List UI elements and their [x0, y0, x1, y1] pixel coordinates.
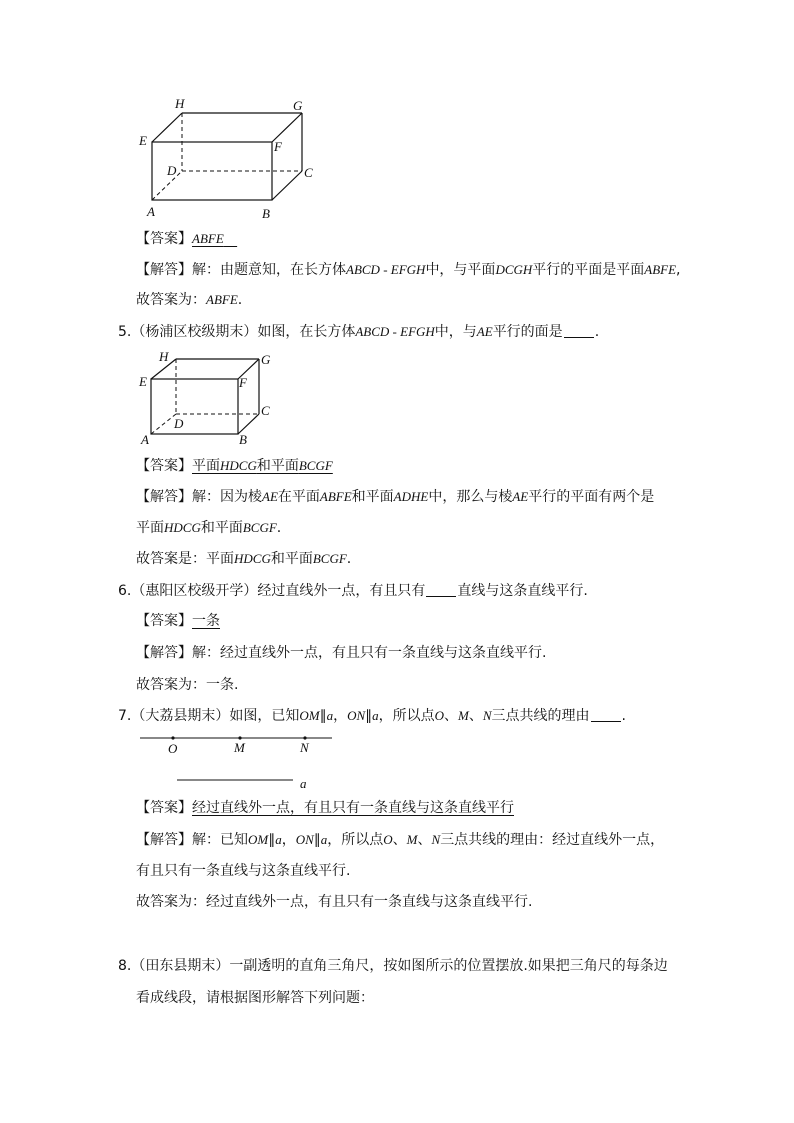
- point-o: [171, 736, 174, 739]
- point-n-label: N: [300, 740, 309, 755]
- q8-stem-line-1: [118, 956, 668, 976]
- math-run: a: [320, 832, 328, 847]
- text-run: ∥: [365, 708, 373, 724]
- text-run: 、: [444, 708, 459, 724]
- vertex-h-label: H: [175, 96, 185, 111]
- text-run: 故答案为：一条.: [136, 677, 239, 693]
- text-run: 有且只有一条直线与这条直线平行.: [136, 863, 351, 879]
- math-run: DCGH: [495, 262, 533, 277]
- q4-answer-value: ABFE: [192, 231, 224, 246]
- text-run: 平行的平面是平面: [532, 262, 645, 278]
- q5-solution-line-1: [136, 487, 654, 507]
- text-run: 和平面: [270, 551, 313, 567]
- vertex-a-label: A: [147, 204, 155, 219]
- vertex-g-label: G: [293, 98, 303, 113]
- answer-label: 【答案】: [136, 231, 192, 247]
- text-run: ∥: [268, 832, 276, 848]
- math-run: OM: [248, 832, 269, 847]
- solution-label: 【解答】: [136, 645, 192, 661]
- vertex-a-label: A: [141, 432, 149, 447]
- text-run: 和平面: [200, 520, 243, 536]
- cuboid-figure-q4: [135, 95, 325, 225]
- point-m-label: M: [234, 740, 245, 755]
- q4-answer: [136, 229, 237, 249]
- math-run: ABCD - EFGH: [346, 262, 426, 277]
- text-run: 中，与平面: [425, 262, 496, 278]
- answer-blank: [591, 707, 621, 722]
- parallel-lines-figure-q7: [140, 730, 340, 795]
- vertex-b-label: B: [239, 432, 247, 447]
- text-run: （田东县期末）一副透明的直角三角尺，按如图所示的位置摆放.如果把三角尺的每条边: [131, 958, 668, 974]
- q6-stem: [118, 581, 588, 601]
- q6-solution-line-2: [136, 675, 238, 695]
- question-number: 8.: [118, 958, 132, 974]
- math-run: OM: [299, 708, 320, 723]
- cuboid-figure-q5: [135, 347, 285, 452]
- text-run: .: [276, 520, 282, 536]
- text-run: 故答案为：: [136, 292, 206, 308]
- text-run: 平面: [136, 520, 164, 536]
- vertex-b-label: B: [262, 206, 270, 221]
- text-run: 在平面: [277, 489, 320, 505]
- answer-blank: [564, 323, 594, 338]
- math-run: a: [275, 832, 282, 847]
- text-run: 、: [417, 832, 432, 848]
- vertex-e-label: E: [139, 374, 147, 389]
- q4-solution-line-1: [136, 260, 681, 280]
- text-run: .: [346, 551, 352, 567]
- q7-solution-line-2: [136, 861, 350, 881]
- vertex-e-label: E: [139, 133, 147, 148]
- math-run: HDCG: [234, 551, 271, 566]
- text-run: ，: [281, 832, 296, 848]
- vertex-f-label: F: [239, 375, 247, 390]
- text-run: 故答案为：经过直线外一点，有且只有一条直线与这条直线平行.: [136, 894, 533, 910]
- math-run: ADHE: [393, 489, 429, 504]
- math-run: O: [383, 832, 393, 847]
- math-run: a: [372, 708, 379, 723]
- vertex-d-label: D: [167, 163, 177, 178]
- q7-answer: [136, 798, 514, 818]
- math-run: ABCD - EFGH: [355, 324, 435, 339]
- text-run: （杨浦区校级期末）如图，在长方体: [131, 324, 356, 340]
- answer-label: 【答案】: [136, 613, 192, 629]
- text-run: 看成线段，请根据图形解答下列问题：: [136, 990, 374, 1006]
- math-run: N: [431, 832, 441, 847]
- text-run: .: [621, 708, 626, 724]
- text-run: ∥: [313, 832, 321, 848]
- question-number: 7.: [118, 708, 132, 724]
- math-run: AE: [476, 324, 493, 339]
- text-run: 解：经过直线外一点，有且只有一条直线与这条直线平行.: [192, 645, 547, 661]
- math-run: O: [434, 708, 445, 723]
- math-run: ABFE: [206, 292, 238, 307]
- q5-stem: [118, 322, 599, 342]
- text-run: .: [594, 324, 600, 340]
- text-run: ，所以点: [327, 832, 384, 848]
- text-run: 和平面: [351, 489, 394, 505]
- solution-label: 【解答】: [136, 262, 192, 278]
- question-number: 5.: [118, 324, 132, 340]
- q6-answer-value: 一条: [192, 613, 220, 629]
- text-run: 解：已知: [192, 832, 248, 848]
- math-run: a: [326, 708, 334, 723]
- text-run: ,: [676, 262, 681, 278]
- text-run: 、: [392, 832, 407, 848]
- math-run: BCGF: [242, 520, 277, 535]
- text-run: 直线与这条直线平行.: [457, 583, 588, 599]
- q7-answer-value: 经过直线外一点，有且只有一条直线与这条直线平行: [192, 800, 514, 816]
- solution-label: 【解答】: [136, 489, 192, 505]
- q5-answer: [136, 456, 333, 476]
- text-run: （大荔县期末）如图，已知: [131, 708, 300, 724]
- text-run: 和平面: [256, 458, 299, 474]
- answer-blank: [426, 582, 456, 597]
- text-run: ，所以点: [378, 708, 435, 724]
- math-run: HDCG: [164, 520, 201, 535]
- q8-stem-line-2: [136, 988, 374, 1008]
- q6-answer: [136, 611, 220, 631]
- math-run: BCGF: [298, 458, 333, 473]
- vertex-f-label: F: [274, 139, 282, 154]
- math-run: AE: [512, 489, 529, 504]
- answer-label: 【答案】: [136, 800, 192, 816]
- text-run: 中，与: [434, 324, 477, 340]
- vertex-c-label: C: [261, 403, 270, 418]
- q5-solution-line-2: [136, 518, 281, 538]
- q7-solution-line-1: [136, 830, 664, 850]
- question-number: 6.: [118, 583, 132, 599]
- line-a-label: a: [300, 776, 307, 791]
- math-run: BCGF: [312, 551, 347, 566]
- text-run: ，: [333, 708, 348, 724]
- text-run: 中，那么与棱: [428, 489, 513, 505]
- text-run: 平面: [192, 458, 220, 474]
- math-run: M: [406, 832, 418, 847]
- math-run: ON: [347, 708, 366, 723]
- q6-solution-line-1: [136, 643, 546, 663]
- vertex-c-label: C: [304, 165, 313, 180]
- text-run: 三点共线的理由：经过直线外一点，: [440, 832, 665, 848]
- math-run: N: [482, 708, 492, 723]
- text-run: 平行的面是: [492, 324, 563, 340]
- math-run: HDCG: [220, 458, 257, 473]
- point-o-label: O: [168, 741, 178, 756]
- answer-label: 【答案】: [136, 458, 192, 474]
- math-run: ABFE: [319, 489, 352, 504]
- text-run: 平行的平面有两个是: [528, 489, 655, 505]
- text-run: 解：由题意知，在长方体: [192, 262, 346, 278]
- text-run: 三点共线的理由: [491, 708, 590, 724]
- q5-solution-line-3: [136, 549, 351, 569]
- math-run: AE: [262, 489, 278, 504]
- vertex-h-label: H: [159, 349, 169, 364]
- text-run: 、: [468, 708, 483, 724]
- text-run: 故答案是：平面: [136, 551, 234, 567]
- q7-solution-line-3: [136, 892, 532, 912]
- vertex-g-label: G: [261, 352, 271, 367]
- vertex-d-label: D: [174, 416, 184, 431]
- q4-solution-line-2: [136, 290, 242, 310]
- math-run: M: [458, 708, 469, 723]
- text-run: （惠阳区校级开学）经过直线外一点，有且只有: [131, 583, 426, 599]
- text-run: 解：因为棱: [192, 489, 262, 505]
- text-run: ∥: [319, 708, 327, 724]
- math-run: ON: [295, 832, 314, 847]
- q7-stem: [118, 706, 626, 726]
- text-run: .: [237, 292, 243, 308]
- solution-label: 【解答】: [136, 832, 192, 848]
- math-run: ABFE: [644, 262, 677, 277]
